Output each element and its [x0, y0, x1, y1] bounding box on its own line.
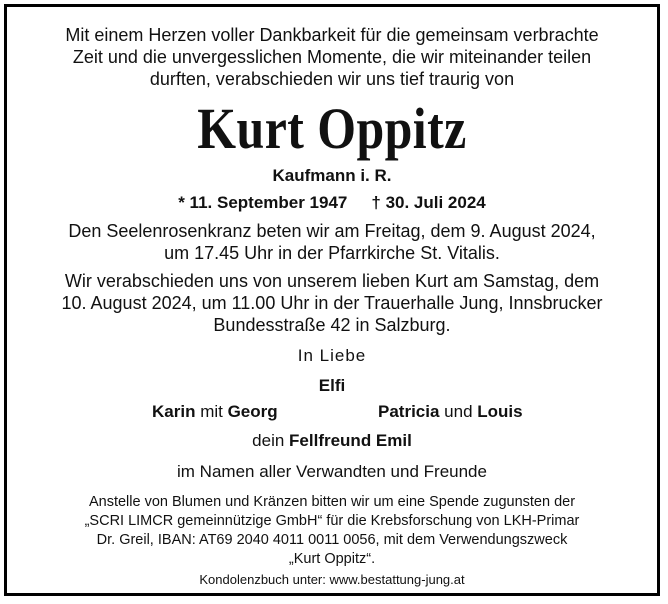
rosary-line-2: um 17.45 Uhr in der Pfarrkirche St. Vitalis. [164, 243, 500, 263]
mourner-karin: Karin [152, 402, 196, 421]
rosary-line-1: Den Seelenrosenkranz beten wir am Freitag, dem 9. August 2024, [68, 221, 596, 241]
farewell-line-2: 10. August 2024, um 11.00 Uhr in der Trauerhalle Jung, Innsbrucker [61, 293, 603, 313]
relatives-line: im Namen aller Verwandten und Freunde [177, 462, 487, 481]
farewell-line-1: Wir verabschieden uns von unserem lieben Kurt am Samstag, dem [64, 271, 600, 291]
death-date: † 30. Juli 2024 [371, 193, 486, 212]
mourner-patricia-louis [378, 402, 523, 422]
in-love-label: In Liebe [297, 346, 367, 365]
connector-und: und [439, 402, 478, 421]
mourner-georg: Georg [227, 402, 278, 421]
mourner-elfi: Elfi [318, 376, 346, 395]
deceased-name: Kurt Oppitz [197, 96, 467, 161]
donation-line-4: „Kurt Oppitz“. [288, 551, 376, 567]
intro-line-1: Mit einem Herzen voller Dankbarkeit für die gemeinsam verbrachte [65, 25, 599, 45]
occupation-title: Kaufmann i. R. [272, 166, 392, 185]
emil-prefix: dein [252, 431, 290, 450]
intro-line-3: durften, verabschieden wir uns tief traurig von [149, 69, 515, 89]
emil-name: Fellfreund Emil [289, 431, 412, 450]
donation-line-1: Anstelle von Blumen und Kränzen bitten wir um eine Spende zugunsten der [88, 494, 576, 510]
mourner-louis: Louis [477, 402, 523, 421]
mourner-emil [7, 431, 657, 451]
obituary-card [4, 4, 660, 596]
birth-date: * 11. September 1947 [178, 193, 348, 212]
mourner-patricia: Patricia [378, 402, 440, 421]
intro-line-2: Zeit und die unvergesslichen Momente, die wir miteinander teilen [72, 47, 592, 67]
connector-mit: mit [195, 402, 228, 421]
condolence-book-link: Kondolenzbuch unter: www.bestattung-jung.at [199, 572, 465, 587]
donation-line-3: Dr. Greil, IBAN: AT69 2040 4011 0011 0056, mit dem Verwendungszweck [96, 532, 568, 548]
life-dates [7, 193, 657, 213]
mourner-karin-georg [152, 402, 278, 422]
farewell-line-3: Bundesstraße 42 in Salzburg. [213, 315, 451, 335]
donation-line-2: „SCRI LIMCR gemeinnützige GmbH“ für die Krebsforschung von LKH-Primar [84, 513, 580, 529]
